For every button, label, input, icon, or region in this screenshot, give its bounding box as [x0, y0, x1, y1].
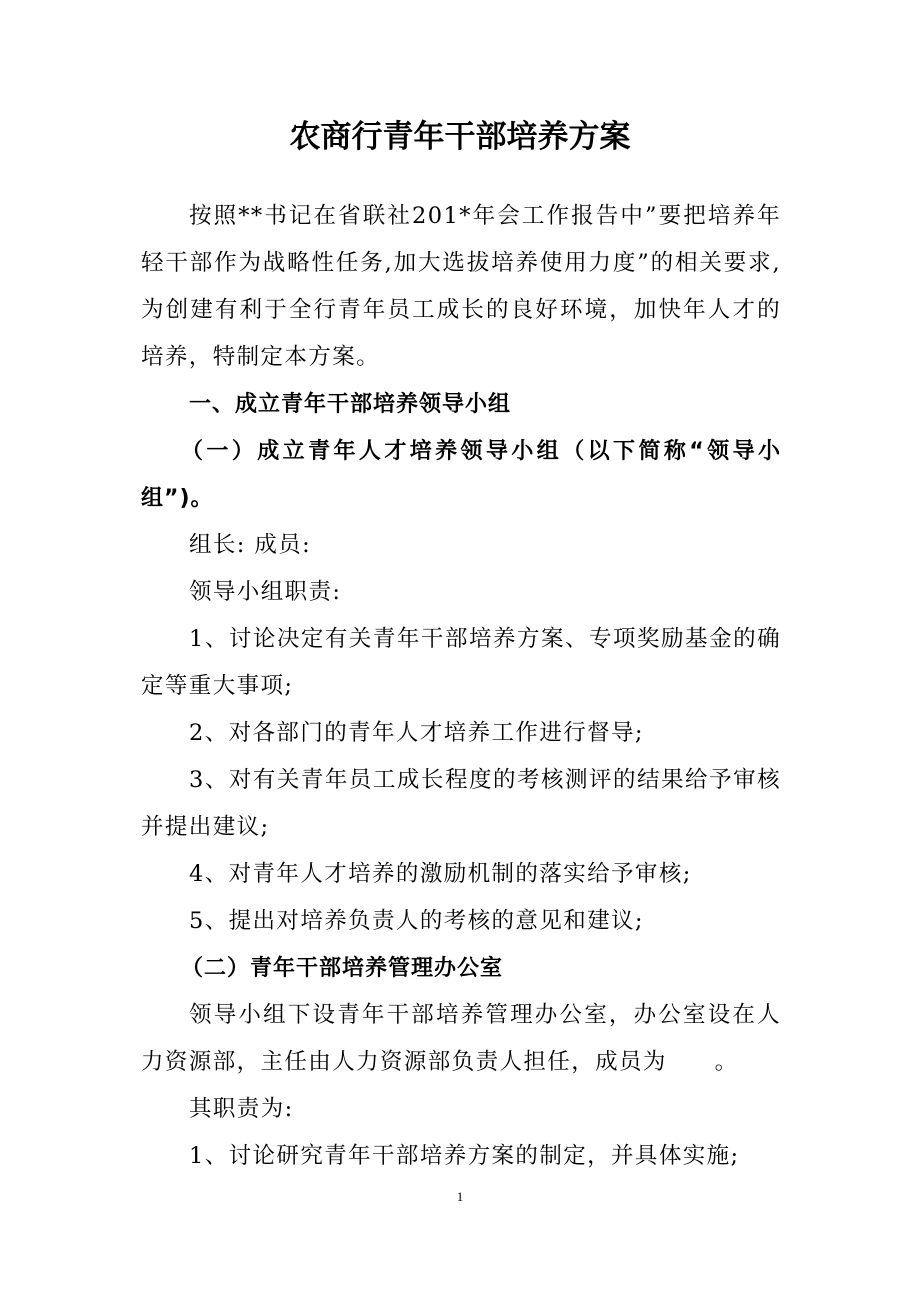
document-body	[141, 193, 781, 1180]
document-title: 农商行青年干部培养方案	[289, 119, 631, 155]
duty-item-4: 4、对青年人才培养的激励机制的落实给予审核;	[189, 861, 692, 887]
members-line: 组长: 成员:	[189, 532, 312, 558]
duties-label: 领导小组职责:	[189, 579, 342, 605]
office-paragraph: 领导小组下设青年干部培养管理办公室，办公室设在人力资源部，主任由人力资源部负责人担任，成员为 。	[141, 1002, 781, 1075]
duty-item-2: 2、对各部门的青年人才培养工作进行督导;	[189, 720, 644, 746]
duty-item-3: 3、对有关青年员工成长程度的考核测评的结果给予审核并提出建议;	[141, 767, 781, 840]
duty-item-5: 5、提出对培养负责人的考核的意见和建议;	[189, 908, 644, 934]
office-duties-label: 其职责为:	[189, 1096, 294, 1122]
duty-item-1: 1、讨论决定有关青年干部培养方案、专项奖励基金的确定等重大事项;	[141, 626, 781, 699]
subsection-heading-2: （二）青年干部培养管理办公室	[181, 956, 504, 981]
subsection-heading-1: （一）成立青年人才培养领导小组（以下简称“领导小组”)。	[141, 439, 781, 511]
page-number: 1	[456, 1189, 464, 1204]
office-duty-item-1: 1、讨论研究青年干部培养方案的制定，并具体实施;	[189, 1143, 740, 1169]
intro-paragraph: 按照**书记在省联社201*年会工作报告中”要把培养年轻干部作为战略性任务,加大选拔培养使用力度”的相关要求,为创建有利于全行青年员工成长的良好环境，加快年人才的培养，特制定本方案。	[141, 203, 781, 370]
section-heading-1: 一、成立青年干部培养领导小组	[189, 392, 512, 417]
